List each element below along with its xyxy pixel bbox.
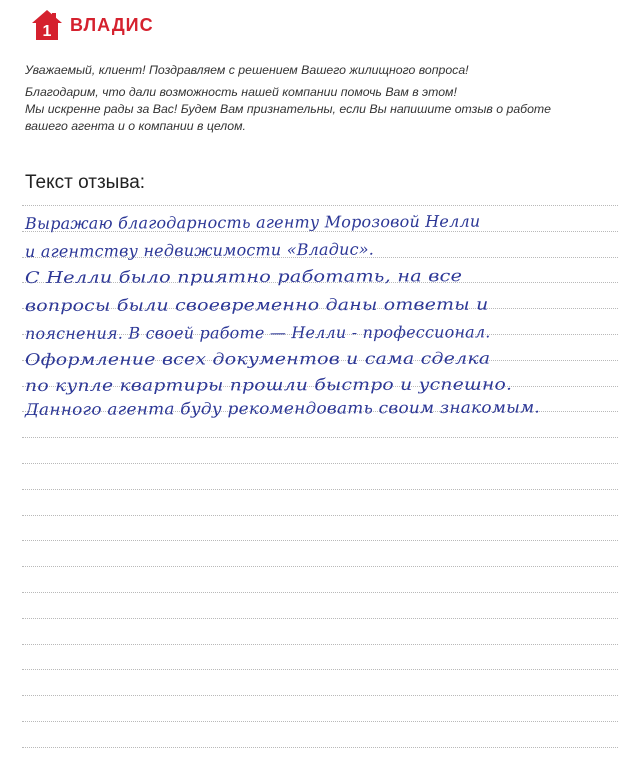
handwritten-line: Выражаю благодарность агенту Морозовой Нелли xyxy=(24,211,481,233)
ruled-line xyxy=(22,747,618,748)
ruled-line xyxy=(22,695,618,696)
handwritten-line: С Нелли было приятно работать, на все xyxy=(24,266,463,287)
logo-digit: 1 xyxy=(42,23,52,40)
handwritten-line: и агентству недвижимости «Владис». xyxy=(24,239,375,261)
handwritten-line: Оформление всех документов и сама сделка xyxy=(24,348,491,369)
review-heading: Текст отзыва: xyxy=(25,172,146,193)
ruled-line xyxy=(22,566,618,567)
intro-text xyxy=(25,62,595,135)
ruled-line xyxy=(22,463,618,464)
ruled-line xyxy=(22,721,618,722)
intro-thanks: Благодарим, что дали возможность нашей компании помочь Вам в этом! xyxy=(25,85,457,99)
ruled-line xyxy=(22,618,618,619)
ruled-lines xyxy=(22,205,618,765)
ruled-line xyxy=(22,437,618,438)
ruled-line xyxy=(22,669,618,670)
ruled-line xyxy=(22,515,618,516)
intro-greeting: Уважаемый, клиент! Поздравляем с решением Вашего жилищного вопроса! xyxy=(25,63,469,77)
ruled-line xyxy=(22,205,618,206)
brand-name: ВЛАДИС xyxy=(70,14,154,35)
ruled-line xyxy=(22,644,618,645)
intro-request: Мы искренне рады за Вас! Будем Вам признательны, если Вы напишите отзыв о работе xyxy=(25,102,552,116)
header xyxy=(30,8,154,42)
ruled-line xyxy=(22,540,618,541)
ruled-line xyxy=(22,592,618,593)
handwritten-line: Данного агента буду рекомендовать своим знакомым. xyxy=(24,397,541,419)
intro-request-end: вашего агента и о компании в целом. xyxy=(25,119,246,133)
ruled-line xyxy=(22,489,618,490)
handwritten-line: вопросы были своевременно даны ответы и xyxy=(24,294,489,315)
handwritten-line: по купле квартиры прошли быстро и успешно. xyxy=(24,374,513,395)
house-icon xyxy=(30,8,64,42)
handwritten-line: пояснения. В своей работе — Нелли - профессионал. xyxy=(24,322,491,343)
